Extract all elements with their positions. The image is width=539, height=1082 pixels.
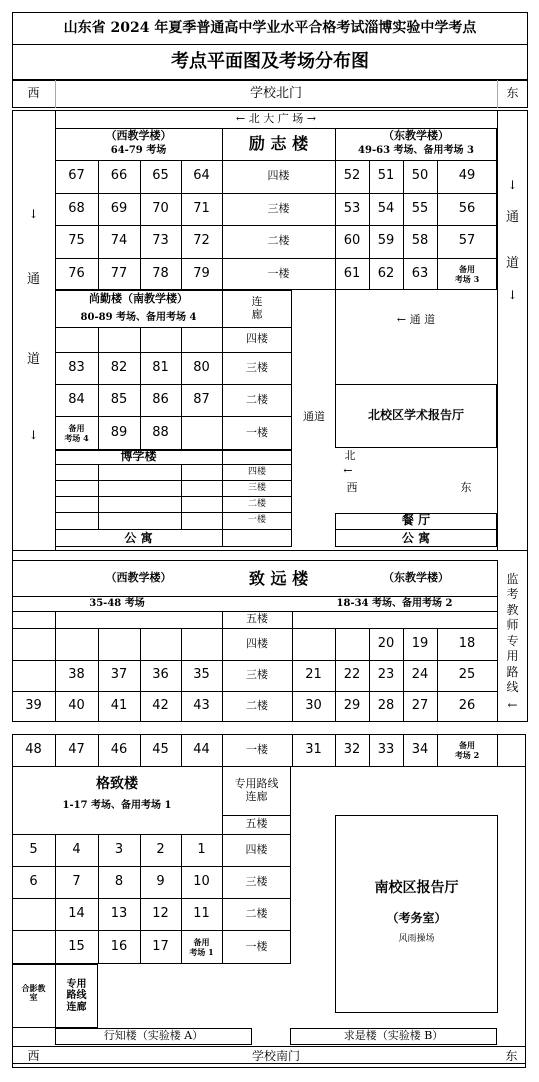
exam-room: 42 (152, 698, 169, 714)
exam-room: 23 (377, 667, 395, 683)
exam-room: 78 (152, 265, 169, 281)
exam-room: 76 (68, 265, 85, 281)
exam-room: 72 (193, 233, 210, 249)
floor-label: 四楼 (267, 169, 290, 183)
exam-room: 11 (193, 905, 210, 921)
route-corridor: 专用 路线 连廊 (66, 978, 87, 1013)
floor-label: 三楼 (245, 874, 268, 888)
floor-label: 四楼 (245, 842, 268, 856)
zhiyuan-west-rooms: 35-48 考场 (89, 598, 145, 610)
floor-label: 一楼 (245, 939, 268, 953)
floor-label: 四楼 (246, 636, 268, 650)
exam-room: 44 (193, 742, 210, 758)
exam-room: 18 (458, 635, 476, 651)
exam-room: 88 (152, 424, 169, 440)
right-passage-char2: 道 (505, 255, 519, 271)
exam-room: 85 (110, 391, 128, 407)
exam-room: 77 (110, 265, 128, 281)
exam-room: 32 (343, 742, 361, 758)
floor-label: 二楼 (267, 234, 290, 248)
route-char: 考 (506, 587, 519, 602)
sports-hall: 风雨操场 (398, 933, 435, 944)
exam-room: 70 (152, 200, 169, 216)
right-passage-char1: 通 (505, 209, 519, 225)
exam-room: 36 (152, 667, 169, 683)
exam-room: 5 (29, 841, 38, 857)
page-subtitle: 考点平面图及考场分布图 (171, 50, 369, 72)
zhiyuan-west-label: （西教学楼） (105, 570, 172, 584)
canteen: 餐 厅 (401, 513, 431, 528)
exam-room: 9 (156, 873, 165, 889)
gezhi-corridor: 专用路线 连廊 (234, 777, 279, 803)
gezhi-rooms: 1-17 考场、备用考场 1 (62, 800, 172, 812)
route-char: 线 (506, 680, 519, 695)
exam-room: 74 (110, 233, 128, 249)
qiushi-label: 求是楼（实验楼 B） (343, 1029, 444, 1043)
exam-room: 34 (411, 742, 429, 758)
compass-north: 北 (344, 449, 356, 463)
exam-room: 20 (377, 635, 395, 651)
backup-room-2: 备用 考场 2 (454, 740, 480, 760)
exam-room: 69 (110, 200, 128, 216)
exam-room: 66 (110, 168, 128, 184)
exam-room: 57 (458, 233, 476, 249)
north-gate: 学校北门 (249, 85, 302, 101)
apartment-right: 公 寓 (401, 530, 431, 545)
luggage-room: 合影教 室 (21, 982, 46, 1002)
exam-room: 56 (458, 200, 476, 216)
exam-room: 19 (411, 635, 429, 651)
floor-label: 四楼 (246, 332, 268, 346)
exam-room: 29 (343, 698, 361, 714)
south-gate: 学校南门 (251, 1049, 300, 1064)
floor-label: 五楼 (246, 612, 268, 626)
exam-room: 4 (72, 841, 81, 857)
exam-room: 54 (377, 200, 395, 216)
backup-room-4: 备用 考场 4 (64, 423, 89, 443)
right-passage-arrow: ↓ (507, 178, 518, 193)
exam-room: 17 (152, 938, 169, 954)
zhiyuan-east-rooms: 18-34 考场、备用考场 2 (336, 598, 453, 610)
exam-room: 22 (343, 667, 361, 683)
exam-room: 27 (411, 698, 429, 714)
exam-room: 86 (152, 391, 169, 407)
left-passage-char2: 道 (26, 351, 40, 367)
exam-room: 14 (68, 905, 85, 921)
route-char: 用 (506, 649, 519, 664)
exam-room: 65 (152, 168, 169, 184)
exam-room: 62 (377, 265, 395, 281)
zhiyuan-east-label: （东教学楼） (383, 570, 449, 584)
route-char: 监 (506, 571, 519, 586)
exam-room: 71 (193, 200, 210, 216)
compass-west: 西 (346, 481, 358, 495)
exam-room: 3 (114, 841, 124, 857)
exam-room: 49 (458, 168, 476, 184)
lizhi-west-label: （西教学楼） (105, 128, 172, 142)
exam-room: 52 (343, 168, 361, 184)
floor-label: 三楼 (246, 668, 268, 682)
left-passage-char1: 通 (26, 271, 40, 287)
route-char: 专 (506, 633, 519, 648)
north-square: ← 北 大 广 场 → (236, 111, 316, 125)
exam-room: 38 (68, 667, 85, 683)
exam-room: 84 (68, 391, 85, 407)
page-title: 山东省 2024 年夏季普通高中学业水平合格考试淄博实验中学考点 (63, 20, 477, 37)
exam-room: 61 (343, 265, 361, 281)
compass-arrow: ← (343, 464, 353, 478)
floor-label: 四楼 (247, 466, 266, 477)
exam-room: 26 (458, 698, 476, 714)
lizhi-west-rooms: 64-79 考场 (110, 145, 167, 157)
exam-room: 43 (193, 698, 210, 714)
backup-room-1: 备用 考场 1 (189, 937, 214, 957)
exam-room: 58 (411, 233, 429, 249)
exam-room: 67 (68, 168, 85, 184)
exam-room: 50 (411, 168, 429, 184)
exam-room: 41 (110, 698, 128, 714)
floor-label: 一楼 (267, 266, 290, 280)
exam-room: 89 (110, 424, 128, 440)
exam-room: 15 (68, 938, 85, 954)
boxue-name: 博学楼 (120, 449, 157, 464)
north-report-hall-label: 北校区学术报告厅 (367, 408, 464, 423)
middle-passage-vertical: 通道 (303, 409, 325, 423)
exam-room: 33 (377, 742, 395, 758)
qinmian-rooms: 80-89 考场、备用考场 4 (80, 312, 197, 324)
floor-label: 二楼 (245, 906, 268, 920)
exam-room: 12 (152, 905, 169, 921)
exam-room: 83 (68, 359, 85, 375)
north-west-label: 西 (27, 86, 40, 101)
invigilator-route-arrow: ← (507, 698, 518, 713)
zhiyuan-name: 致 远 楼 (248, 568, 309, 588)
compass-east: 东 (460, 481, 472, 495)
exam-room: 59 (377, 233, 395, 249)
exam-room: 80 (193, 359, 210, 375)
route-char: 师 (506, 618, 519, 633)
exam-room: 28 (377, 698, 395, 714)
south-report-hall-label: 南校区报告厅 (374, 879, 459, 896)
xingzhi-label: 行知楼（实验楼 A） (103, 1029, 204, 1043)
exam-room: 10 (193, 873, 210, 889)
exam-room: 60 (343, 233, 361, 249)
route-char: 教 (506, 602, 519, 617)
lizhi-east-label: （东教学楼） (383, 128, 449, 142)
exam-room: 82 (110, 359, 128, 375)
route-char: 路 (506, 664, 519, 679)
exam-room: 31 (305, 742, 322, 758)
exam-room: 16 (110, 938, 128, 954)
exam-room: 87 (193, 391, 210, 407)
exam-office: （考务室） (386, 911, 447, 926)
floor-label: 二楼 (246, 392, 268, 406)
floor-label: 一楼 (246, 743, 268, 757)
right-passage-arrow-bottom: ↓ (507, 288, 518, 303)
exam-room: 53 (343, 200, 361, 216)
exam-room: 45 (152, 742, 169, 758)
exam-room: 37 (110, 667, 128, 683)
exam-room: 73 (152, 233, 169, 249)
exam-room: 55 (411, 200, 429, 216)
floor-label: 三楼 (246, 360, 268, 374)
apartment-left: 公 寓 (124, 530, 153, 545)
exam-room: 68 (68, 200, 85, 216)
exam-room: 47 (68, 742, 85, 758)
floor-label: 三楼 (247, 482, 266, 493)
exam-room: 81 (152, 359, 169, 375)
exam-room: 79 (193, 265, 210, 281)
middle-passage: ← 通 道 (396, 312, 436, 326)
gezhi-name: 格致楼 (96, 775, 138, 792)
exam-room: 48 (25, 742, 42, 758)
left-passage-arrow: ↓ (28, 207, 39, 222)
exam-room: 39 (25, 698, 42, 714)
exam-room: 2 (156, 841, 165, 857)
lizhi-east-rooms: 49-63 考场、备用考场 3 (358, 145, 474, 157)
exam-room: 21 (305, 667, 322, 683)
exam-room: 63 (411, 265, 429, 281)
backup-room-3: 备用 考场 3 (454, 264, 480, 284)
floor-label: 三楼 (267, 201, 290, 215)
exam-room: 46 (110, 742, 128, 758)
south-east-label: 东 (505, 1049, 518, 1064)
exam-room: 7 (72, 873, 81, 889)
floor-label: 二楼 (246, 699, 268, 713)
exam-room: 75 (68, 233, 85, 249)
floor-label: 二楼 (247, 498, 266, 509)
exam-room: 6 (29, 873, 38, 889)
exam-room: 8 (114, 873, 124, 889)
exam-room: 1 (197, 841, 206, 857)
south-west-label: 西 (27, 1049, 40, 1064)
exam-room: 35 (193, 667, 210, 683)
exam-room: 13 (110, 905, 128, 921)
exam-room: 24 (411, 667, 429, 683)
exam-room: 25 (458, 667, 476, 683)
north-east-label: 东 (506, 86, 519, 101)
lizhi-name: 励 志 楼 (248, 134, 309, 154)
qinmian-corridor: 连 廊 (251, 294, 263, 321)
floor-label: 五楼 (245, 817, 268, 831)
exam-room: 64 (193, 168, 210, 184)
exam-room: 51 (377, 168, 395, 184)
qinmian-name: 尚勤楼（南教学楼） (89, 292, 188, 306)
floor-label: 一楼 (247, 515, 266, 526)
exam-room: 40 (68, 698, 85, 714)
left-passage-arrow-bottom: ↓ (28, 428, 39, 443)
exam-room: 30 (305, 698, 322, 714)
floor-label: 一楼 (246, 425, 268, 439)
